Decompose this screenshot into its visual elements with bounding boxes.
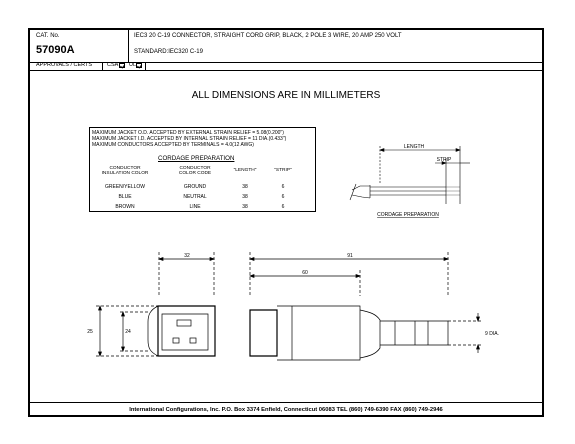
side-view [250,252,482,360]
table-header: "LENGTH" [233,168,257,173]
technical-drawing [30,30,542,402]
length-label: LENGTH [403,144,425,150]
product-description: IEC3 20 C-19 CONNECTOR, STRAIGHT CORD GRIP, BLACK, 2 POLE 3 WIRE, 20 AMP 250 VOLT [134,33,402,39]
table-cell: GROUND [183,184,207,190]
table-header: CONDUCTOR COLOR CODE [178,166,212,176]
drawing-frame [28,28,544,417]
table-cell: 38 [242,184,248,190]
table-cell: LINE [189,204,201,210]
footer [30,402,542,418]
info-line: MAXIMUM JACKET O.D. ACCEPTED BY EXTERNAL STRAIN RELIEF = 5.08(0.200") [92,130,284,136]
table-cell: 38 [242,194,248,200]
table-cell: 6 [281,204,285,210]
strip-label: STRIP [436,157,452,163]
info-line: MAXIMUM CONDUCTORS ACCEPTED BY TERMINALS = 4.0(12 AWG) [92,142,254,148]
dim-width-front: 32 [184,253,190,259]
table-cell: 6 [281,184,285,190]
dim-height-outer: 25 [87,329,93,335]
table-cell: 6 [281,194,285,200]
front-view [96,252,215,356]
page-title: ALL DIMENSIONS ARE IN MILLIMETERS [191,90,381,101]
info-line: MAXIMUM JACKET I.D. ACCEPTED BY INTERNAL STRAIN RELIEF = 11 DIA.(0.433") [92,136,287,142]
dim-overall-length: 91 [347,253,353,259]
table-cell: BROWN [115,204,135,210]
table-header: CONDUCTOR INSULATION COLOR [101,166,149,176]
approvals-label: APPROVALS / CERTS [36,62,93,68]
ul-label: UL [129,62,137,68]
table-cell: BLUE [118,194,132,200]
csa-label: CSA [107,62,119,68]
company-address: International Configurations, Inc. P.O. Box 3374 Enfield, Connecticut 06083 TEL (860) 749-6390 FAX (860) 749-2946 [129,407,443,413]
table-cell: GREEN/YELLOW [104,184,145,190]
catalog-number: 57090A [36,44,75,56]
cordage-prep-sketch [350,146,470,204]
dim-height-inner: 24 [125,329,131,335]
table-cell: NEUTRAL [183,194,207,200]
cordage-table-title: CORDAGE PREPARATION [158,155,235,162]
cordage-caption: CORDAGE PREPARATION [377,212,439,218]
table-cell: 38 [242,204,248,210]
dim-body-length: 60 [302,270,308,276]
table-header: "STRIP" [274,168,292,173]
product-standard: STANDARD:IEC320 C-19 [134,49,203,55]
dim-cord-dia: 9 DIA. [485,331,499,337]
catalog-label: CAT. No. [36,33,60,39]
